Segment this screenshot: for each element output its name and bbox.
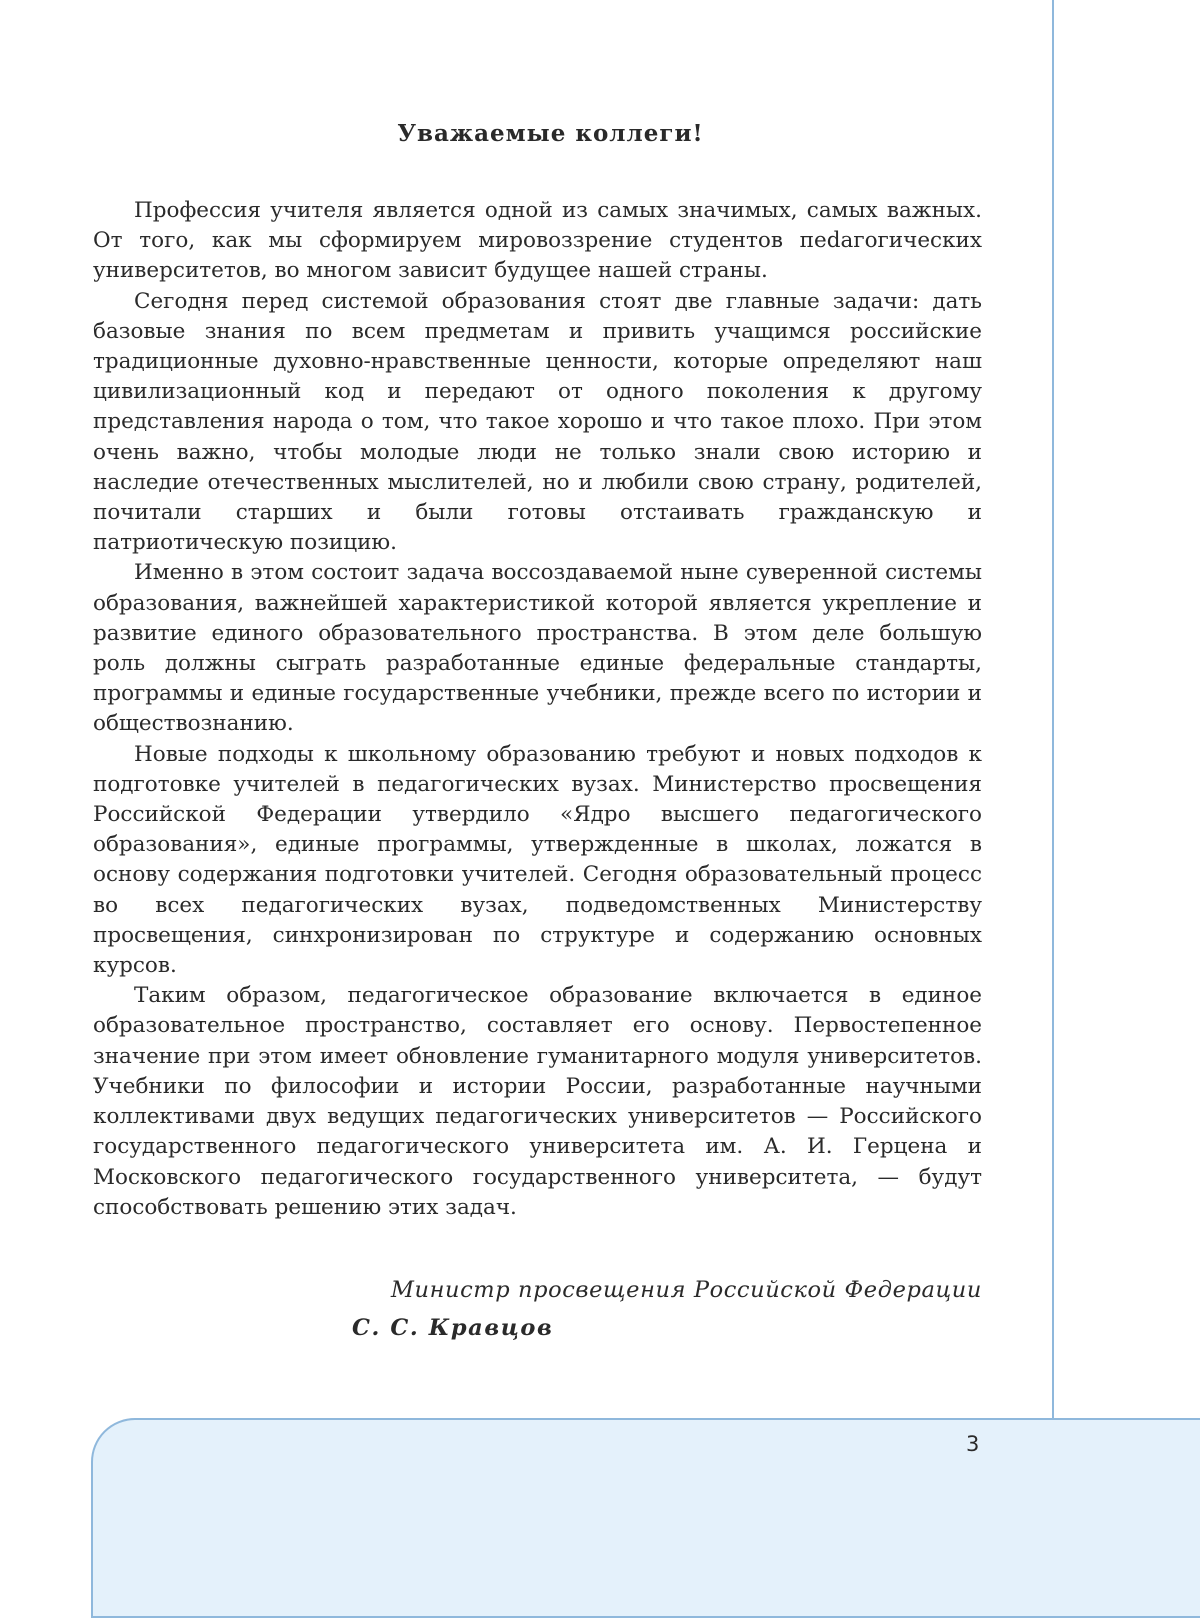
page-heading: Уважаемые коллеги! (397, 120, 704, 147)
letter-body (93, 112, 982, 1347)
paragraph-1: Профессия учителя является одной из самых значимых, самых важных. От того, как мы сформируем мировоззрение студентов пеdагогических университетов, во многом зависит будущее нашей страны. (93, 198, 982, 284)
signature-block (93, 1271, 982, 1347)
paragraph-2: Сегодня перед системой образования стоят две главные задачи: дать базовые знания по всем предметам и привить учащимся российские традиционные духовно-нравственные ценности, которые определяют наш цивилизационный код и передают от одного поколения к другому представления народа о том, что такое хорошо и что такое плохо. При этом очень важно, чтобы молодые люди не только знали свою историю и наследие отечественных мыслителей, но и любили свою страну, родителей, почитали старших и были готовы отстаивать гражданскую и патриотическую позицию. (93, 288, 982, 556)
paragraph-5: Таким образом, педагогическое образование включается в единое образовательное пространство, составляет его основу. Первостепенное значение при этом имеет обновление гуманитарного модуля университетов. Учебники по философии и истории России, разработанные научными коллективами двух ведущих педагогических университетов — Российского государственного педагогического университета им. А. И. Герцена и Московского педагогического государственного университета, — будут способствовать решению этих задач. (93, 983, 982, 1220)
footer-band (91, 1418, 1200, 1618)
paragraph-4: Новые подходы к школьному образованию требуют и новых подходов к подготовке учителей в педагогических вузах. Министерство просвещения Российской Федерации утвердило «Ядро высшего педагогического образования», единые программы, утвержденные в школах, ложатся в основу содержания подготовки учителей. Сегодня образовательный процесс во всех педагогических вузах, подведомственных Министерству просвещения, синхронизирован по структуре и содержанию основных курсов. (93, 741, 982, 979)
signature-name: С. С. Кравцов (352, 1314, 554, 1341)
signature-role: Министр просвещения Российской Федерации (390, 1276, 982, 1303)
paragraph-3: Именно в этом состоит задача воссоздаваемой ныне суверенной системы образования, важнейшей характеристикой которой является укрепление и развитие единого образовательного пространства. В этом деле большую роль должны сыграть разработанные единые федеральные стандарты, программы и единые государственные учебники, прежде всего по истории и обществознанию. (93, 560, 982, 737)
page-number: 3 (966, 1432, 980, 1456)
margin-rule (1052, 0, 1054, 1420)
